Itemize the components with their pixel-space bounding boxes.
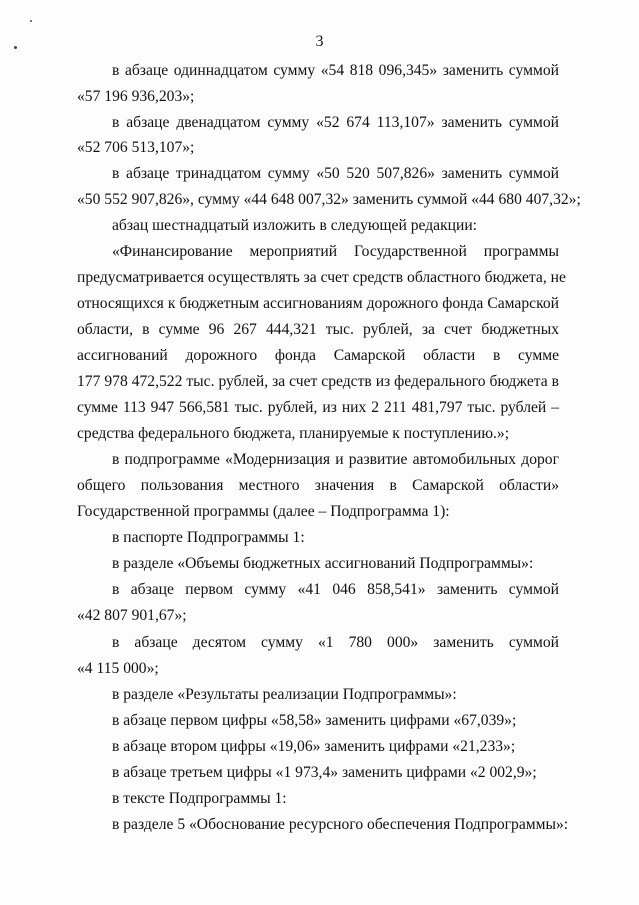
text-line: предусматривается осуществлять за счет средств областного бюджета, не (77, 269, 566, 286)
page-number: 3 (315, 33, 324, 50)
text-line: в абзаце двенадцатом сумму «52 674 113,107» заменить суммой (112, 114, 559, 131)
text-line: «50 552 907,826», сумму «44 648 007,32» заменить суммой «44 680 407,32»; (77, 191, 581, 208)
text-line: в паспорте Подпрограммы 1: (112, 529, 305, 546)
text-line: сумме 113 947 566,581 тыс. рублей, из них 2 211 481,797 тыс. рублей – (77, 399, 559, 416)
text-line: абзац шестнадцатый изложить в следующей редакции: (112, 217, 478, 234)
text-line: относящихся к бюджетным ассигнованиям дорожного фонда Самарской (77, 295, 559, 312)
text-line: 177 978 472,522 тыс. рублей, за счет средств из федерального бюджета в (77, 373, 559, 390)
text-line: ассигнований дорожного фонда Самарской области в сумме (77, 347, 559, 364)
scan-dot (30, 20, 32, 22)
text-line: в абзаце первом цифры «58,58» заменить цифрами «67,039»; (112, 712, 517, 729)
text-line: «42 807 901,67»; (77, 607, 187, 624)
text-line: в абзаце десятом сумму «1 780 000» заменить суммой (112, 634, 559, 651)
text-line: в подпрограмме «Модернизация и развитие автомобильных дорог (112, 451, 559, 468)
text-line: «57 196 936,203»; (77, 88, 195, 105)
text-line: в разделе 5 «Обоснование ресурсного обеспечения Подпрограммы»: (112, 816, 569, 833)
text-line: в абзаце третьем цифры «1 973,4» заменить цифрами «2 002,9»; (112, 764, 537, 781)
text-line: в абзаце тринадцатом сумму «50 520 507,826» заменить суммой (112, 165, 559, 182)
text-line: средства федерального бюджета, планируемые к поступлению.»; (77, 425, 510, 442)
text-line: Государственной программы (далее – Подпрограмма 1): (77, 503, 450, 520)
text-line: в разделе «Результаты реализации Подпрограммы»: (112, 686, 457, 703)
text-line: в абзаце первом сумму «41 046 858,541» заменить суммой (112, 581, 559, 598)
text-line: «Финансирование мероприятий Государственной программы (112, 243, 559, 260)
text-line: в абзаце одиннадцатом сумму «54 818 096,345» заменить суммой (112, 62, 559, 79)
text-line: в абзаце втором цифры «19,06» заменить цифрами «21,233»; (112, 738, 516, 755)
text-line: в тексте Подпрограммы 1: (112, 790, 287, 807)
text-line: области, в сумме 96 267 444,321 тыс. рублей, за счет бюджетных (77, 321, 559, 338)
text-line: в разделе «Объемы бюджетных ассигнований Подпрограммы»: (112, 555, 534, 572)
text-line: общего пользования местного значения в Самарской области» (77, 477, 559, 494)
text-line: «52 706 513,107»; (77, 139, 195, 156)
text-line: «4 115 000»; (77, 660, 159, 677)
